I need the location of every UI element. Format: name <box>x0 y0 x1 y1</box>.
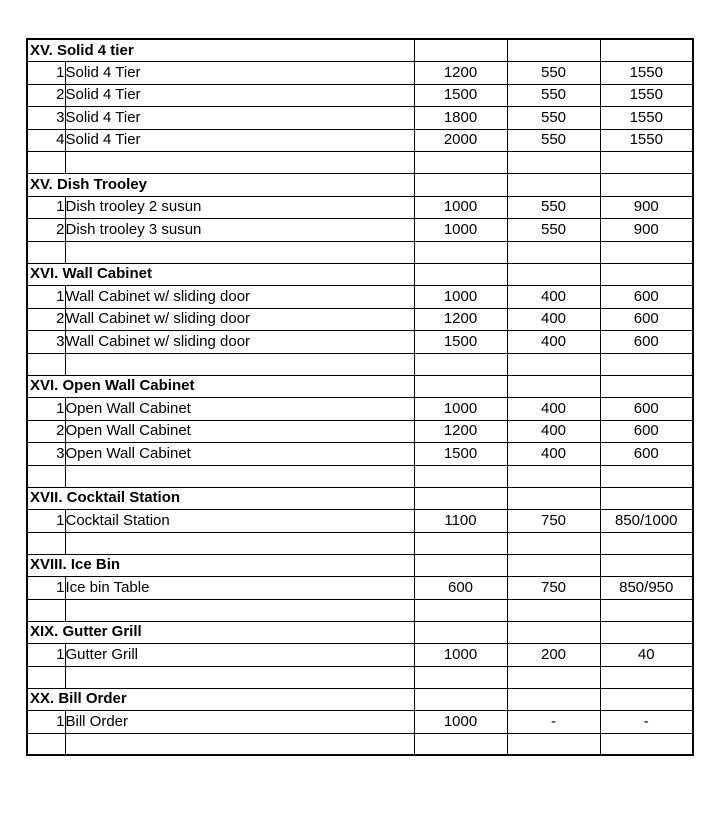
empty-cell <box>600 599 693 621</box>
empty-cell <box>414 39 507 62</box>
section-title: XVIII. Ice Bin <box>27 554 414 577</box>
item-value-2: 550 <box>507 62 600 85</box>
empty-cell <box>507 241 600 263</box>
empty-cell <box>414 621 507 644</box>
item-value-1: 2000 <box>414 129 507 152</box>
empty-cell <box>65 666 414 688</box>
section-header-row <box>27 375 693 398</box>
blank-row <box>27 241 693 263</box>
section-title: XIX. Gutter Grill <box>27 621 414 644</box>
blank-row <box>27 152 693 174</box>
empty-cell <box>65 353 414 375</box>
blank-row <box>27 733 693 755</box>
item-value-2: 750 <box>507 510 600 533</box>
empty-cell <box>27 465 65 487</box>
item-value-2: 400 <box>507 420 600 443</box>
item-description: Solid 4 Tier <box>65 129 414 152</box>
empty-cell <box>507 263 600 286</box>
empty-cell <box>507 666 600 688</box>
item-value-3: 850/1000 <box>600 510 693 533</box>
empty-cell <box>414 688 507 711</box>
item-number: 1 <box>27 644 65 667</box>
item-number: 1 <box>27 398 65 421</box>
empty-cell <box>65 465 414 487</box>
item-description: Open Wall Cabinet <box>65 443 414 466</box>
item-value-3: 850/950 <box>600 577 693 600</box>
empty-cell <box>507 465 600 487</box>
empty-cell <box>414 733 507 755</box>
table-row <box>27 644 693 667</box>
empty-cell <box>414 554 507 577</box>
price-table <box>26 38 694 756</box>
item-number: 3 <box>27 331 65 354</box>
item-value-2: 400 <box>507 308 600 331</box>
section-title: XX. Bill Order <box>27 688 414 711</box>
empty-cell <box>507 39 600 62</box>
item-number: 1 <box>27 286 65 309</box>
item-description: Wall Cabinet w/ sliding door <box>65 286 414 309</box>
section-header-row <box>27 688 693 711</box>
item-description: Solid 4 Tier <box>65 84 414 107</box>
empty-cell <box>600 688 693 711</box>
item-value-2: 550 <box>507 107 600 130</box>
item-description: Cocktail Station <box>65 510 414 533</box>
item-value-1: 1200 <box>414 308 507 331</box>
empty-cell <box>600 174 693 197</box>
empty-cell <box>65 152 414 174</box>
item-number: 2 <box>27 84 65 107</box>
empty-cell <box>600 733 693 755</box>
item-value-2: 750 <box>507 577 600 600</box>
section-header-row <box>27 487 693 510</box>
item-number: 4 <box>27 129 65 152</box>
item-number: 1 <box>27 196 65 219</box>
table-row <box>27 711 693 734</box>
empty-cell <box>600 554 693 577</box>
item-value-2: 400 <box>507 398 600 421</box>
table-row <box>27 398 693 421</box>
empty-cell <box>65 599 414 621</box>
empty-cell <box>65 532 414 554</box>
item-value-3: 600 <box>600 331 693 354</box>
empty-cell <box>414 174 507 197</box>
item-value-3: 40 <box>600 644 693 667</box>
item-value-3: 600 <box>600 443 693 466</box>
item-number: 1 <box>27 711 65 734</box>
item-value-3: 900 <box>600 219 693 242</box>
item-description: Ice bin Table <box>65 577 414 600</box>
item-number: 1 <box>27 62 65 85</box>
item-description: Bill Order <box>65 711 414 734</box>
empty-cell <box>65 241 414 263</box>
item-value-1: 1000 <box>414 219 507 242</box>
empty-cell <box>507 532 600 554</box>
item-value-1: 1200 <box>414 62 507 85</box>
empty-cell <box>27 152 65 174</box>
empty-cell <box>600 666 693 688</box>
item-value-2: 400 <box>507 286 600 309</box>
item-value-1: 1800 <box>414 107 507 130</box>
empty-cell <box>600 39 693 62</box>
item-value-2: 550 <box>507 129 600 152</box>
item-description: Gutter Grill <box>65 644 414 667</box>
item-value-1: 600 <box>414 577 507 600</box>
item-description: Solid 4 Tier <box>65 107 414 130</box>
blank-row <box>27 666 693 688</box>
table-row <box>27 196 693 219</box>
item-number: 1 <box>27 577 65 600</box>
item-value-3: 1550 <box>600 62 693 85</box>
empty-cell <box>414 666 507 688</box>
item-value-2: 400 <box>507 443 600 466</box>
table-row <box>27 62 693 85</box>
item-value-3: 600 <box>600 420 693 443</box>
table-row <box>27 219 693 242</box>
empty-cell <box>507 152 600 174</box>
item-number: 2 <box>27 308 65 331</box>
section-header-row <box>27 621 693 644</box>
empty-cell <box>414 532 507 554</box>
item-value-2: 550 <box>507 219 600 242</box>
item-value-2: 550 <box>507 84 600 107</box>
section-header-row <box>27 39 693 62</box>
empty-cell <box>507 353 600 375</box>
blank-row <box>27 599 693 621</box>
table-row <box>27 286 693 309</box>
item-value-3: 900 <box>600 196 693 219</box>
section-title: XVI. Wall Cabinet <box>27 263 414 286</box>
section-title: XVII. Cocktail Station <box>27 487 414 510</box>
item-value-3: 1550 <box>600 107 693 130</box>
item-description: Dish trooley 3 susun <box>65 219 414 242</box>
item-value-1: 1500 <box>414 84 507 107</box>
item-value-1: 1000 <box>414 286 507 309</box>
blank-row <box>27 353 693 375</box>
empty-cell <box>27 353 65 375</box>
item-number: 2 <box>27 420 65 443</box>
empty-cell <box>414 241 507 263</box>
empty-cell <box>600 241 693 263</box>
section-header-row <box>27 554 693 577</box>
item-number: 1 <box>27 510 65 533</box>
item-description: Open Wall Cabinet <box>65 420 414 443</box>
table-row <box>27 443 693 466</box>
item-value-3: 1550 <box>600 129 693 152</box>
empty-cell <box>600 621 693 644</box>
empty-cell <box>507 174 600 197</box>
item-value-1: 1000 <box>414 398 507 421</box>
item-value-2: - <box>507 711 600 734</box>
empty-cell <box>600 465 693 487</box>
empty-cell <box>414 263 507 286</box>
item-description: Solid 4 Tier <box>65 62 414 85</box>
table-row <box>27 107 693 130</box>
empty-cell <box>27 666 65 688</box>
item-value-2: 550 <box>507 196 600 219</box>
price-table-body <box>27 39 693 755</box>
table-row <box>27 510 693 533</box>
section-title: XVI. Open Wall Cabinet <box>27 375 414 398</box>
item-number: 2 <box>27 219 65 242</box>
empty-cell <box>414 465 507 487</box>
item-value-2: 400 <box>507 331 600 354</box>
item-description: Wall Cabinet w/ sliding door <box>65 331 414 354</box>
empty-cell <box>27 599 65 621</box>
section-title: XV. Dish Trooley <box>27 174 414 197</box>
item-value-1: 1500 <box>414 443 507 466</box>
empty-cell <box>507 487 600 510</box>
table-row <box>27 420 693 443</box>
item-value-3: 600 <box>600 308 693 331</box>
empty-cell <box>507 375 600 398</box>
item-value-1: 1200 <box>414 420 507 443</box>
empty-cell <box>414 599 507 621</box>
empty-cell <box>507 621 600 644</box>
item-value-1: 1000 <box>414 644 507 667</box>
empty-cell <box>414 152 507 174</box>
table-row <box>27 84 693 107</box>
empty-cell <box>414 375 507 398</box>
empty-cell <box>600 152 693 174</box>
empty-cell <box>27 733 65 755</box>
empty-cell <box>507 599 600 621</box>
empty-cell <box>507 733 600 755</box>
item-description: Open Wall Cabinet <box>65 398 414 421</box>
item-value-1: 1000 <box>414 196 507 219</box>
table-row <box>27 577 693 600</box>
section-header-row <box>27 263 693 286</box>
empty-cell <box>600 375 693 398</box>
table-row <box>27 331 693 354</box>
blank-row <box>27 532 693 554</box>
item-number: 3 <box>27 107 65 130</box>
empty-cell <box>507 554 600 577</box>
item-value-2: 200 <box>507 644 600 667</box>
item-value-1: 1000 <box>414 711 507 734</box>
empty-cell <box>27 241 65 263</box>
item-number: 3 <box>27 443 65 466</box>
section-header-row <box>27 174 693 197</box>
item-value-1: 1500 <box>414 331 507 354</box>
item-value-3: 600 <box>600 286 693 309</box>
item-description: Wall Cabinet w/ sliding door <box>65 308 414 331</box>
item-value-1: 1100 <box>414 510 507 533</box>
empty-cell <box>600 532 693 554</box>
item-value-3: - <box>600 711 693 734</box>
item-description: Dish trooley 2 susun <box>65 196 414 219</box>
blank-row <box>27 465 693 487</box>
table-row <box>27 129 693 152</box>
table-row <box>27 308 693 331</box>
empty-cell <box>600 353 693 375</box>
empty-cell <box>507 688 600 711</box>
empty-cell <box>600 263 693 286</box>
empty-cell <box>27 532 65 554</box>
empty-cell <box>65 733 414 755</box>
section-title: XV. Solid 4 tier <box>27 39 414 62</box>
empty-cell <box>414 487 507 510</box>
empty-cell <box>600 487 693 510</box>
item-value-3: 1550 <box>600 84 693 107</box>
item-value-3: 600 <box>600 398 693 421</box>
empty-cell <box>414 353 507 375</box>
